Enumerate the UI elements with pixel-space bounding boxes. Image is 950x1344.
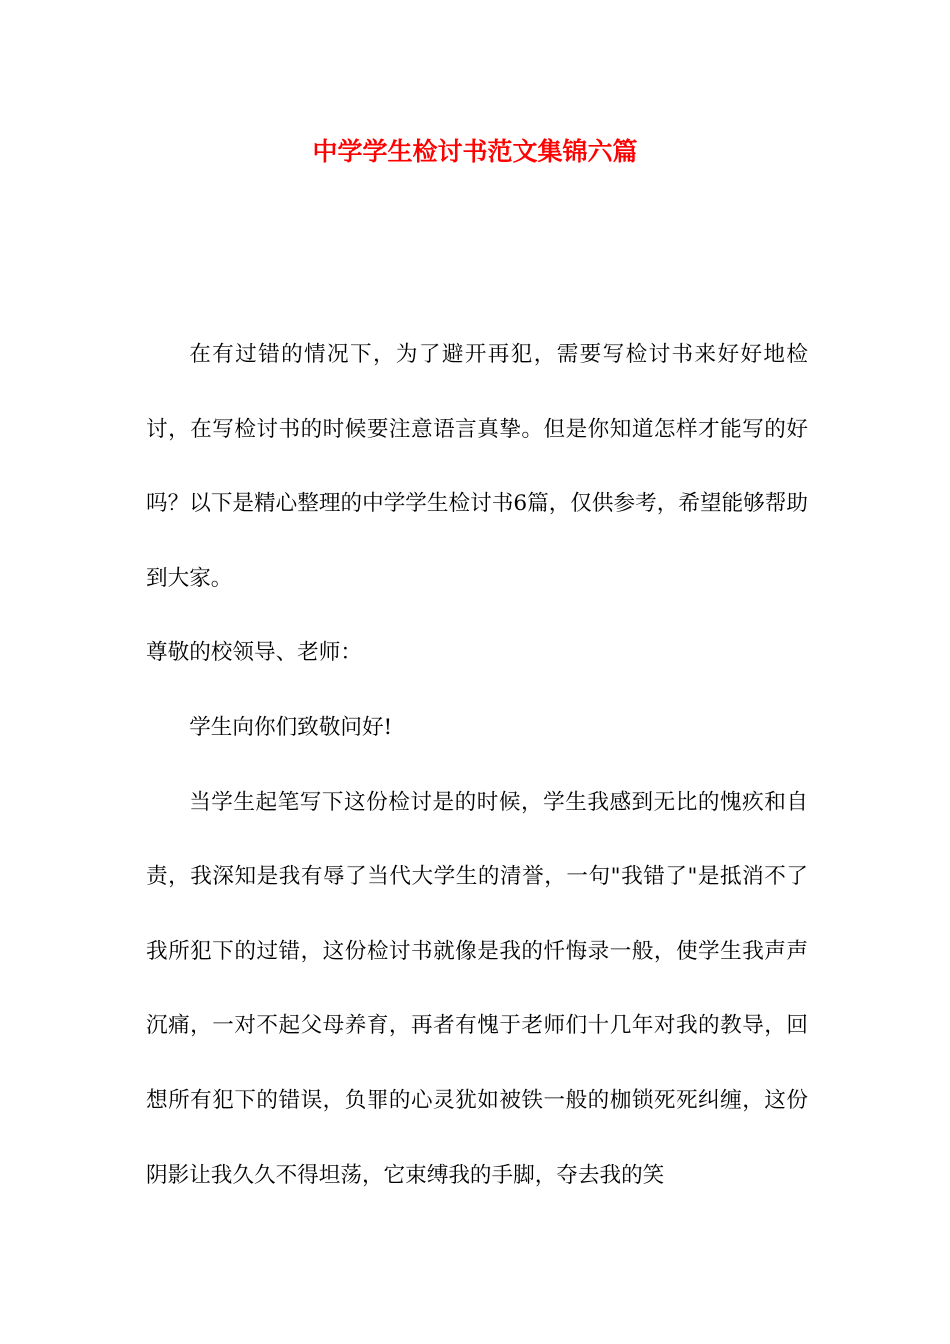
salutation-paragraph: 尊敬的校领导、老师： (146, 640, 362, 666)
document-body (146, 318, 808, 1213)
document-title: 中学学生检讨书范文集锦六篇 (312, 137, 638, 166)
intro-paragraph: 在有过错的情况下，为了避开再犯，需要写检讨书来好好地检讨，在写检讨书的时候要注意语言真挚。但是你知道怎样才能写的好吗？以下是精心整理的中学学生检讨书6篇，仅供参考，希望能够帮助到大家。 (146, 342, 808, 591)
confession-paragraph: 当学生起笔写下这份检讨是的时候，学生我感到无比的愧疚和自责，我深知是我有辱了当代大学生的清誉，一句"我错了"是抵消不了我所犯下的过错，这份检讨书就像是我的忏悔录一般，使学生我声声沉痛，一对不起父母养育，再者有愧于老师们十几年对我的教导，回想所有犯下的错误，负罪的心灵犹如被铁一般的枷锁死死纠缠，这份阴影让我久久不得坦荡，它束缚我的手脚，夺去我的笑 (146, 789, 808, 1188)
greeting-paragraph: 学生向你们致敬问好! (189, 714, 393, 740)
